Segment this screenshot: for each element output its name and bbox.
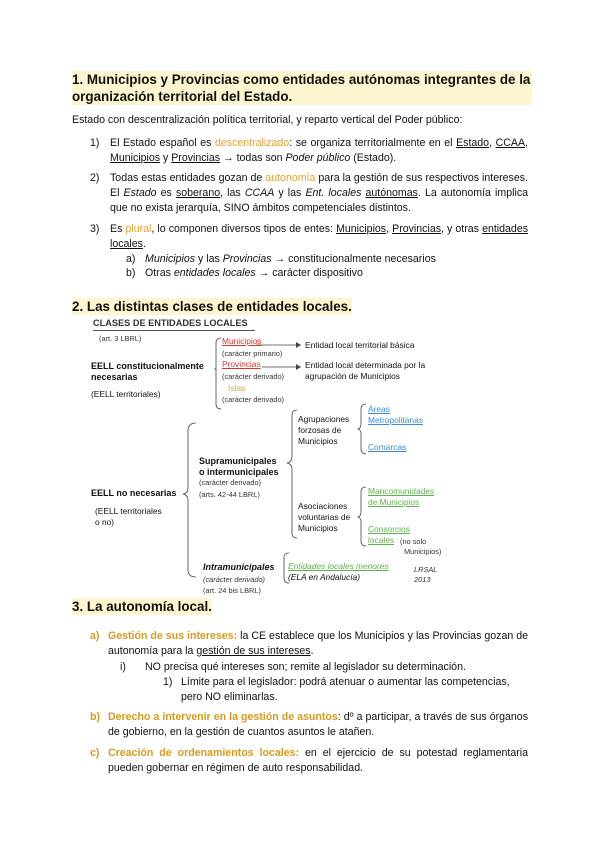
label-entidades-menores-sub: (ELA en Andalucía) [288, 572, 361, 582]
highlight-autonomia: autonomía [265, 172, 316, 184]
label-areas-line1: Áreas [368, 404, 390, 414]
label-islas-sub: (carácter derivado) [222, 395, 285, 404]
item-3b-mark: b) [126, 267, 136, 279]
label-necesarias-line1: EELL constitucionalmente [91, 361, 204, 371]
label-asociaciones-line2: voluntarias de [298, 512, 351, 522]
item-2-number: 2) [90, 172, 100, 184]
point-a-1-text: Límite para el legislador: podrá atenuar o aumentar las competencias, pero NO eliminarlas. [181, 676, 510, 703]
highlight-plural: plural [125, 223, 152, 235]
label-provincias-sub: (carácter derivado) [222, 372, 285, 381]
point-a-text: Gestión de sus intereses: la CE establece que los Municipios y las Provincias gozan de autonomía para la gestión de sus intereses. [108, 630, 529, 657]
bracket-no-necesarias [183, 423, 196, 577]
label-mancomunidades-line2: de Municipios [368, 497, 420, 507]
desc-provincias-line2: agrupación de Municipios [305, 371, 400, 381]
bracket-supramunicipales [287, 410, 297, 538]
item-3-number: 3) [90, 223, 100, 235]
point-a-i-mark: i) [120, 661, 126, 673]
label-supramunicipales-sub2: (arts. 42-44 LBRL) [199, 490, 260, 499]
label-supramunicipales-sub1: (carácter derivado) [199, 478, 262, 487]
label-municipios: Municipios [222, 336, 262, 346]
point-a-label: Gestión de sus intereses: [108, 630, 238, 642]
label-municipios-sub: (carácter primario) [222, 349, 283, 358]
label-supramunicipales-line1: Supramunicipales [199, 456, 277, 466]
label-consorcios-line1: Consorcios [368, 524, 410, 534]
point-a-mark: a) [90, 630, 100, 642]
point-a-i-text: NO precisa qué intereses son; remite al legislador su determinación. [145, 661, 466, 673]
point-b-text: Derecho a intervenir en la gestión de asuntos: dº a participar, a través de sus órganos de gobierno, en la gestión de cuantos asuntos le atañen. [108, 711, 528, 738]
label-intramunicipales-sub2: (art. 24 bis LBRL) [203, 586, 261, 595]
item-1-text: El Estado español es descentralizado: se organiza territorialmente en el Estado, CCAA, Municipios y Provincias → todas son Poder público (Estado). [110, 137, 528, 164]
point-a-1-mark: 1) [163, 676, 173, 688]
label-agrupaciones-line3: Municipios [298, 436, 338, 446]
bracket-agrupaciones [358, 404, 366, 454]
label-necesarias-sub: (EELL territoriales) [91, 389, 161, 399]
diagram-title-underline [93, 330, 255, 331]
label-necesarias-line2: necesarias [91, 372, 138, 382]
desc-municipios: Entidad local territorial básica [305, 340, 415, 350]
label-consorcios-line2: locales [368, 535, 395, 545]
section-1-intro: Estado con descentralización política territorial, y reparto vertical del Poder público: [72, 114, 463, 126]
label-intramunicipales: Intramunicipales [203, 562, 275, 572]
section-3-heading: 3. La autonomía local. [72, 599, 212, 614]
label-asociaciones-line3: Municipios [298, 523, 338, 533]
label-comarcas: Comarcas [368, 442, 407, 452]
item-3-text: Es plural, lo componen diversos tipos de entes: Municipios, Provincias, y otras entidades locales. [110, 223, 529, 250]
diagram-title: CLASES DE ENTIDADES LOCALES [93, 318, 248, 328]
label-consorcios-note-line2: Municipios) [404, 547, 442, 556]
label-asociaciones-line1: Asociaciones [298, 501, 348, 511]
label-mancomunidades-line1: Mancomunidades [368, 486, 435, 496]
item-3a-text: Municipios y las Provincias → constitucionalmente necesarios [145, 253, 436, 265]
point-b-label: Derecho a intervenir en la gestión de asuntos [108, 711, 338, 723]
label-lrsal-line1: LRSAL [414, 565, 438, 574]
label-islas: Islas [228, 383, 246, 393]
item-3b-text: Otras entidades locales → carácter dispositivo [145, 267, 363, 279]
highlight-descentralizado: descentralizado [215, 137, 290, 149]
label-no-necesarias-sub-line1: (EELL territoriales [95, 506, 162, 516]
point-c-text: Creación de ordenamientos locales: en el ejercicio de su potestad reglamentaria pueden gobernar en régimen de auto responsabilidad. [108, 747, 528, 774]
diagram-art3: (art. 3 LBRL) [99, 334, 142, 343]
label-no-necesarias: EELL no necesarias [91, 488, 177, 498]
bracket-necesarias [216, 338, 221, 409]
label-agrupaciones-line1: Agrupaciones [298, 414, 350, 424]
point-c-label: Creación de ordenamientos locales: [108, 747, 299, 759]
desc-provincias-line1: Entidad local determinada por la [305, 360, 426, 370]
point-c-mark: c) [90, 747, 100, 759]
label-areas-line2: Metropolitanas [368, 415, 423, 425]
label-agrupaciones-line2: forzosas de [298, 425, 342, 435]
label-intramunicipales-sub1: (carácter derivado) [203, 575, 266, 584]
label-supramunicipales-line2: o intermunicipales [199, 467, 279, 477]
label-no-necesarias-sub-line2: o no) [95, 517, 115, 527]
label-lrsal-line2: 2013 [414, 575, 431, 584]
section-2-heading: 2. Las distintas clases de entidades locales. [72, 299, 352, 314]
bracket-asociaciones [358, 487, 366, 546]
item-2-text: Todas estas entidades gozan de autonomía para la gestión de sus respectivos intereses. El Estado es soberano, las CCAA y las Ent. locales autónomas. La autonomía implica que no exista jerarquía, SINO ámbitos competenciales distintos. [110, 172, 529, 214]
label-consorcios-note-line1: (no solo [400, 537, 427, 546]
label-entidades-menores: Entidades locales menores [288, 561, 389, 571]
label-provincias: Provincias [222, 359, 261, 369]
item-1-number: 1) [90, 137, 100, 149]
point-b-mark: b) [90, 711, 100, 723]
item-3a-mark: a) [126, 253, 136, 265]
section-1-heading: 1. Municipios y Provincias como entidades autónomas integrantes de la organización territorial del Estado. [72, 72, 531, 104]
